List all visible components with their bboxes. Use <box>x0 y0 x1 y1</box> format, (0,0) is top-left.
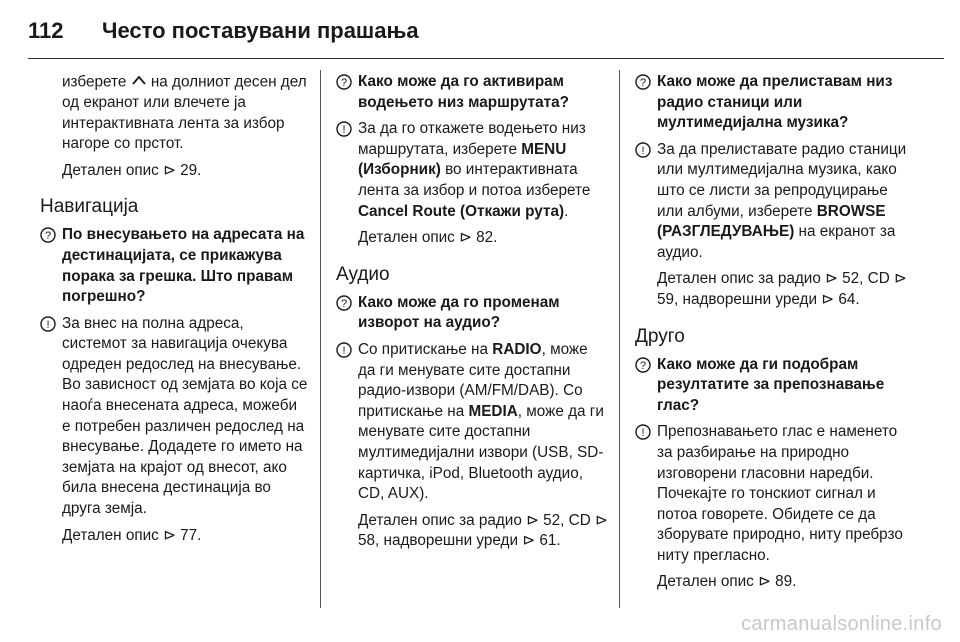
answer-block <box>336 119 608 222</box>
question-icon <box>336 74 352 90</box>
question-text: Како може да го променам изворот на аудио? <box>358 293 560 332</box>
intro-paragraph <box>62 72 308 155</box>
answer-reference: Детален опис за радио ⊳ 52, CD ⊳ 59, надворешни уреди ⊳ 64. <box>657 270 907 308</box>
intro-text-start: изберете <box>62 73 131 91</box>
answer-text-part: . <box>564 202 569 220</box>
svg-text:?: ? <box>639 77 647 89</box>
browse-label: BROWSE (РАЗГЛЕДУВАЊЕ) <box>657 202 886 241</box>
media-label: MEDIA <box>468 402 518 420</box>
svg-text:!: ! <box>641 427 645 440</box>
exclamation-icon <box>336 121 352 137</box>
answer-reference: Детален опис ⊳ 89. <box>657 573 797 591</box>
cancel-route-label: Cancel Route (Откажи рута) <box>358 202 565 220</box>
svg-text:!: ! <box>46 318 50 331</box>
answer-block <box>40 314 308 520</box>
answer-reference: Детален опис ⊳ 82. <box>358 229 498 247</box>
answer-reference: Детален опис за радио ⊳ 52, CD ⊳ 58, надворешни уреди ⊳ 61. <box>358 511 608 550</box>
question-block <box>40 225 308 307</box>
answer-text-part: на екранот за аудио. <box>657 223 896 261</box>
menu-label: MENU (Изборник) <box>358 140 567 179</box>
answer-text-part: , може да ги менувате сите достапни радио-извори (AM/FM/DAB). Со притискање на <box>358 340 588 420</box>
answer-text-part: , може да ги менувате сите достапни мултимедијални извори (USB, SD-картичка, iPod, Bluetooth аудио, CD, AUX). <box>358 402 604 503</box>
question-text: По внесувањето на адресата на дестинацијата, се прикажува порака за грешка. Што правам погрешно? <box>62 226 305 306</box>
intro-reference: Детален опис ⊳ 29. <box>62 161 202 179</box>
answer-text <box>358 120 590 219</box>
answer-reference: Детален опис ⊳ 77. <box>62 526 202 544</box>
question-icon <box>635 74 651 90</box>
answer-text-part: во интерактивната лента за избор и потоа изберете <box>358 161 591 199</box>
answer-text <box>358 341 604 502</box>
question-text: Како може да прелиставам низ радио станици или мултимедијална музика? <box>657 73 893 132</box>
question-block <box>336 72 608 113</box>
answer-block <box>635 140 910 264</box>
question-block <box>336 293 608 334</box>
question-text: Како може да го активирам водењето низ маршрутата? <box>358 73 570 111</box>
question-block <box>635 72 910 134</box>
exclamation-icon <box>40 316 56 332</box>
answer-text-part: За да прелиставате радио станици или мултимедијална музика, како што се листи за репродуцирање или албуми, изберете <box>657 140 907 220</box>
answer-block <box>336 340 608 505</box>
exclamation-icon <box>336 342 352 358</box>
chevron-up-icon <box>131 72 147 93</box>
answer-text <box>657 141 906 261</box>
header-rule <box>28 58 944 59</box>
answer-block <box>635 422 910 566</box>
radio-label: RADIO <box>492 340 542 358</box>
column-3 <box>635 72 910 599</box>
section-heading-navigation: Навигација <box>40 196 139 218</box>
svg-text:!: ! <box>641 144 645 157</box>
answer-text: За внес на полна адреса, системот за навигација очекува одреден редослед на внесување. Во зависност од земјата во која се наоѓа внесената адреса, можеби е потребен различен редослед на внесување. Додадете го името на земјата на крајот од внесот, ако била внесена дестинација во друга земја. <box>62 314 308 518</box>
page-number: 112 <box>28 18 64 43</box>
intro-text-end: на долниот десен дел од екранот или влечете ја интерактивната лента за избор нагоре со прстот. <box>62 73 307 153</box>
svg-text:?: ? <box>340 297 348 310</box>
section-heading-other: Друго <box>635 325 685 347</box>
svg-text:?: ? <box>639 359 647 372</box>
question-block <box>635 355 910 417</box>
svg-text:!: ! <box>342 124 346 137</box>
section-heading-audio: Аудио <box>336 263 390 285</box>
svg-text:?: ? <box>340 77 348 89</box>
answer-text: Препознавањето глас е наменето за разбирање на природно изговорени гласовни наредби. Почекајте го тонскиот сигнал и потоа говорете. Обидете се да зборувате природно, ниту пребрзо ниту прегласно. <box>657 423 903 564</box>
question-text: Како може да ги подобрам резултатите за препознавање глас? <box>657 355 885 414</box>
column-divider-2 <box>619 70 620 608</box>
column-2 <box>336 72 608 558</box>
svg-text:?: ? <box>44 230 52 243</box>
page-header <box>28 18 419 48</box>
watermark: carmanualsonline.info <box>741 613 942 635</box>
svg-text:!: ! <box>342 344 346 357</box>
column-divider-1 <box>320 70 321 608</box>
exclamation-icon <box>635 424 651 440</box>
column-1 <box>40 72 308 552</box>
question-icon <box>336 295 352 311</box>
exclamation-icon <box>635 142 651 158</box>
page-title: Често поставувани прашања <box>102 18 419 43</box>
answer-text-part: Со притискање на <box>358 340 493 358</box>
question-icon <box>40 227 56 243</box>
answer-text-part: За да го откажете водењето низ маршрутата, изберете <box>358 120 586 158</box>
question-icon <box>635 357 651 373</box>
